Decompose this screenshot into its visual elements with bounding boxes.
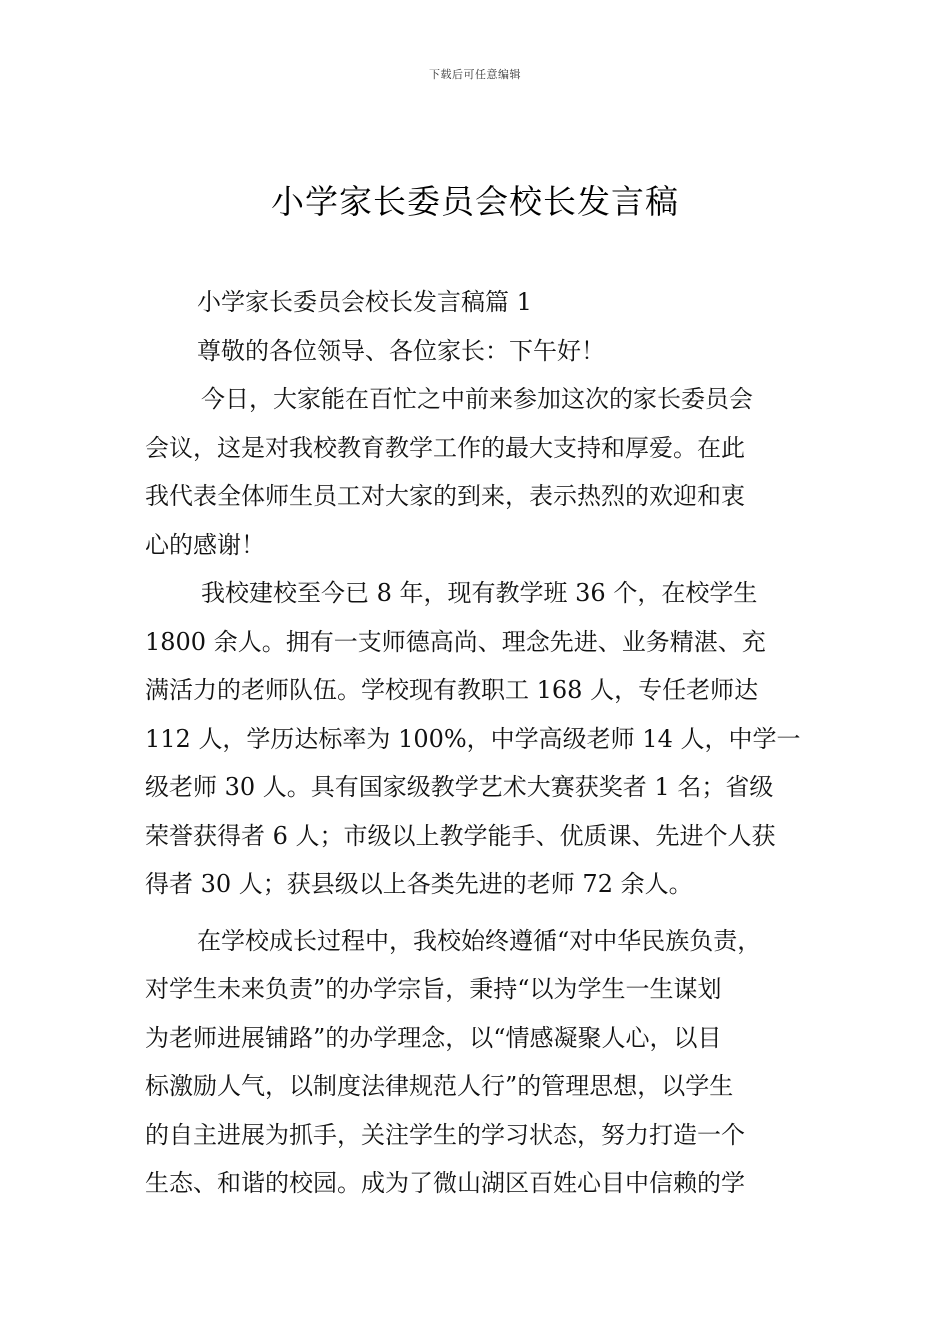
paragraph-line: 1800 余人。拥有一支师德高尚、理念先进、业务精湛、充: [145, 627, 766, 656]
paragraph-line: 心的感谢！: [145, 530, 265, 559]
paragraph-3: [145, 917, 811, 1208]
paragraph-line: 生态、和谐的校园。成为了微山湖区百姓心目中信赖的学: [145, 1169, 745, 1197]
paragraph-line: 会议，这是对我校教育教学工作的最大支持和厚爱。在此: [145, 433, 745, 462]
document-title: 小学家长委员会校长发言稿: [271, 182, 679, 221]
greeting-line: 尊敬的各位领导、各位家长：下午好！: [197, 336, 605, 365]
paragraph-line: 我代表全体师生员工对大家的到来，表示热烈的欢迎和衷: [145, 482, 745, 510]
paragraph-line: 标激励人气，以制度法律规范人行”的管理思想，以学生: [145, 1072, 734, 1100]
paragraph-line: 满活力的老师队伍。学校现有教职工 168 人，专任老师达: [145, 676, 759, 704]
paragraph-line: 荣誉获得者 6 人；市级以上教学能手、优质课、先进个人获: [145, 821, 776, 850]
paragraph-line: 在学校成长过程中，我校始终遵循“对中华民族负责，: [197, 926, 762, 955]
paragraph-line: 我校建校至今已 8 年，现有教学班 36 个，在校学生: [201, 579, 758, 607]
paragraph-line: 的自主进展为抓手，关注学生的学习状态，努力打造一个: [145, 1120, 745, 1149]
paragraph-line: 今日，大家能在百忙之中前来参加这次的家长委员会: [201, 385, 753, 413]
section-heading: 小学家长委员会校长发言稿篇 1: [197, 288, 532, 316]
paragraph-spacer: [145, 909, 811, 917]
page-header-note: 下载后可任意编辑: [429, 68, 521, 81]
paragraph-1: [145, 375, 811, 569]
document-body: [145, 278, 811, 1208]
paragraph-line: 得者 30 人；获县级以上各类先进的老师 72 余人。: [145, 870, 693, 898]
paragraph-line: 级老师 30 人。具有国家级教学艺术大赛获奖者 1 名；省级: [145, 773, 774, 801]
paragraph-line: 112 人，学历达标率为 100%，中学高级老师 14 人，中学一: [145, 724, 801, 753]
paragraph-2: [145, 569, 811, 909]
paragraph-line: 对学生未来负责”的办学宗旨，秉持“以为学生一生谋划: [145, 975, 722, 1003]
paragraph-line: 为老师进展铺路”的办学理念，以“情感凝聚人心，以目: [145, 1023, 722, 1052]
